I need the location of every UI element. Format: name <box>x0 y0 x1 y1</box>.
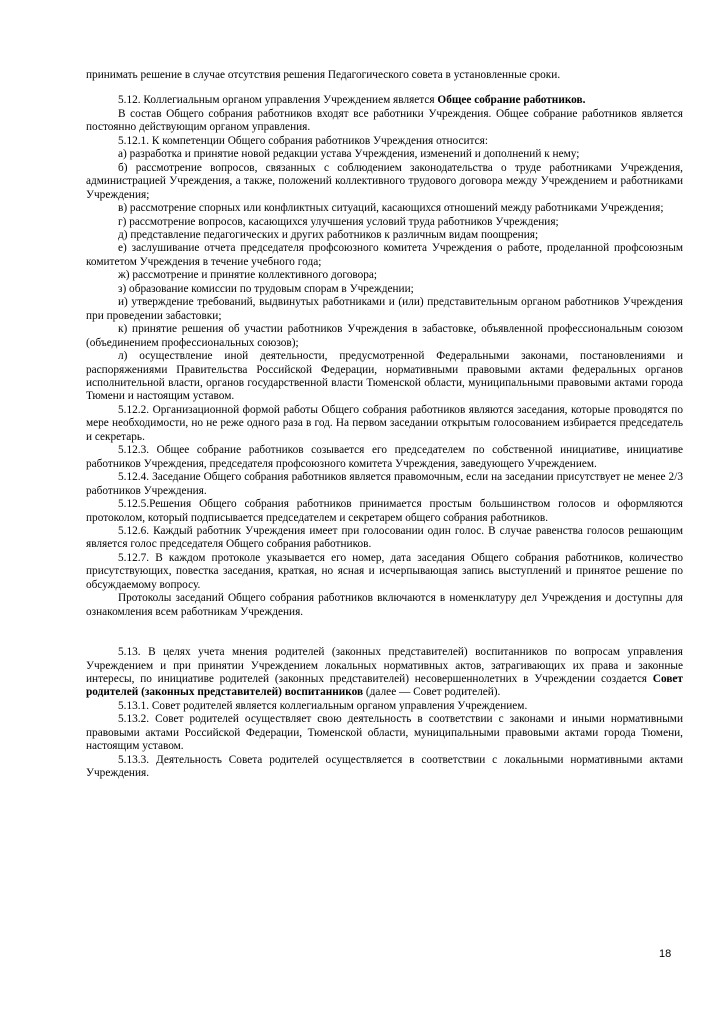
paragraph: 5.12.6. Каждый работник Учреждения имеет при голосовании один голос. В случае равенства голосов решающим является голос председателя Общего собрания работников. <box>86 524 683 551</box>
page-number: 18 <box>659 948 672 960</box>
bold-term: Совет родителей (законных представителей) воспитанников <box>86 673 683 699</box>
list-item: и) утверждение требований, выдвинутых работниками и (или) представительным органом работников Учреждения при проведении забастовки; <box>86 296 683 322</box>
paragraph: принимать решение в случае отсутствия решения Педагогического совета в установленные сроки. <box>86 69 561 81</box>
paragraph: 5.12.7. В каждом протоколе указывается его номер, дата заседания Общего собрания работников, количество присутствующих, повестка заседания, краткая, но ясная и исчерпывающая запись выступлений и принятое решение по обсуждаемому вопросу. <box>86 551 683 591</box>
list-item: е) заслушивание отчета председателя профсоюзного комитета Учреждения о работе, проделанной профсоюзным комитетом Учреждения в течение учебного года; <box>86 242 683 268</box>
list-item: д) представление педагогических и других работников к различным видам поощрения; <box>118 228 539 241</box>
bold-term: Общее собрание работников. <box>437 94 586 107</box>
paragraph-text: 5.13. В целях учета мнения родителей (законных представителей) воспитанников по вопросам управления Учреждением и при принятии Учреждением локальных нормативных актов, затрагивающих их права и законные интересы, по инициативе родителей (законных представителей) несовершеннолетних в Учреждении создается <box>86 646 683 686</box>
list-item: а) разработка и принятие новой редакции устава Учреждения, изменений и дополнений к нему; <box>118 148 580 161</box>
paragraph: 5.13.2. Совет родителей осуществляет свою деятельность в соответствии с законами и иными нормативными правовыми актами Российской Федерации, Тюменской области, муниципальными правовыми актами города Тюмени, настоящим уставом. <box>86 713 683 753</box>
paragraph: 5.12.4. Заседание Общего собрания работников является правомочным, если на заседании присутствует не менее 2/3 работников Учреждения. <box>86 471 683 497</box>
paragraph: 5.12.2. Организационной формой работы Общего собрания работников являются заседания, которые проводятся по мере необходимости, но не реже одного раза в год. На первом заседании открытым голосованием избирается председатель и секретарь. <box>86 403 683 443</box>
paragraph: 5.13.1. Совет родителей является коллегиальным органом управления Учреждением. <box>118 699 528 712</box>
section-5-13-heading <box>86 646 683 700</box>
list-item: з) образование комиссии по трудовым спорам в Учреждении; <box>118 282 414 295</box>
paragraph: Протоколы заседаний Общего собрания работников включаются в номенклатуру дел Учреждения и доступны для ознакомления всем работникам Учреждения. <box>86 592 683 618</box>
section-5-12-heading <box>86 94 683 107</box>
paragraph-tail: (далее — Совет родителей). <box>363 686 501 699</box>
list-item: ж) рассмотрение и принятие коллективного договора; <box>118 269 378 282</box>
paragraph: 5.13.3. Деятельность Совета родителей осуществляется в соответствии с локальными нормативными актами Учреждения. <box>86 753 683 780</box>
paragraph: 5.12.3. Общее собрание работников созывается его председателем по собственной инициативе, инициативе работников Учреждения, председателя профсоюзного комитета Учреждения, заведующего Учреждением. <box>86 444 683 470</box>
paragraph: В состав Общего собрания работников входят все работники Учреждения. Общее собрание работников является постоянно действующим органом управления. <box>86 107 683 134</box>
paragraph: 5.12.1. К компетенции Общего собрания работников Учреждения относится: <box>118 134 488 147</box>
list-item: л) осуществление иной деятельности, предусмотренной Федеральными законами, постановлениями и распоряжениями Правительства Российской Федерации, нормативными правовыми актами федеральных органов исполнительной власти, органов государственной власти Тюменской области, муниципальными правовыми актами города Тюмени и настоящим уставом. <box>86 350 683 403</box>
list-item: к) принятие решения об участии работников Учреждения в забастовке, объявленной профессиональным союзом (объединением профессиональных союзов); <box>86 323 683 349</box>
paragraph: 5.12.5.Решения Общего собрания работников принимается простым большинством голосов и оформляются протоколом, который подписывается председателем и секретарем общего собрания работников. <box>86 498 683 524</box>
paragraph-text: 5.12. Коллегиальным органом управления Учреждением является <box>118 94 438 107</box>
document-body <box>86 69 683 781</box>
list-item: г) рассмотрение вопросов, касающихся улучшения условий труда работников Учреждения; <box>118 215 559 228</box>
list-item: в) рассмотрение спорных или конфликтных ситуаций, касающихся отношений между работниками Учреждения; <box>118 202 664 215</box>
list-item: б) рассмотрение вопросов, связанных с соблюдением законодательства о труде работниками Учреждения, администрацией Учреждения, а также, положений коллективного трудового договора между Учреждением и работниками Учреждения; <box>86 161 683 201</box>
